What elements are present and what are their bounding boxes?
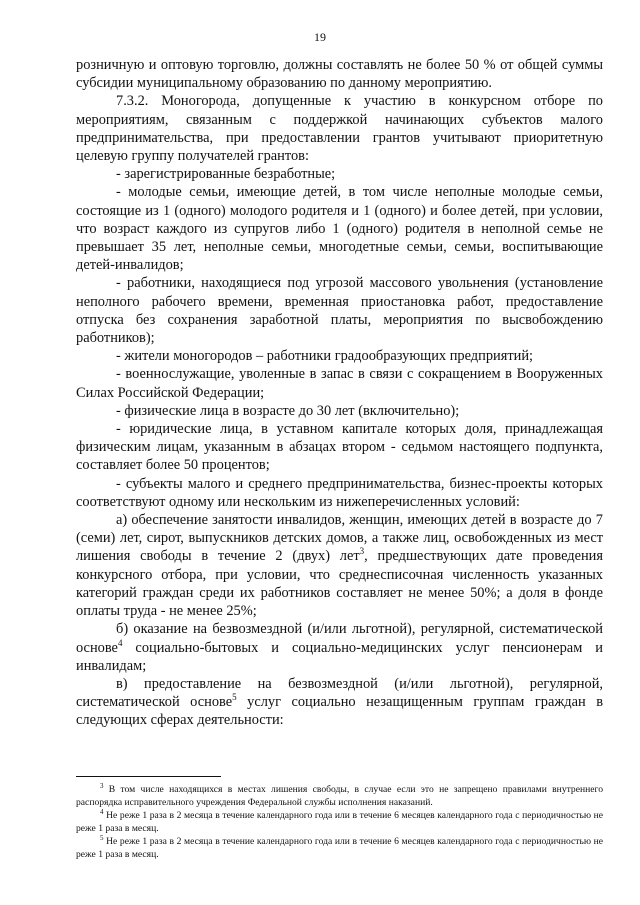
list-item-sme: - субъекты малого и среднего предпринимательства, бизнес-проекты которых соответствуют одному или нескольким из нижеперечисленных условий: [76,475,603,510]
list-item-workers-layoff: - работники, находящиеся под угрозой массового увольнения (установление неполного рабочего времени, временная приостановка работ, предоставление отпуска без сохранения заработной платы, мероприятия по высвобождению работников); [76,275,603,347]
footnote-ref-3: 3 [359,546,365,557]
footnote-divider [76,776,221,777]
footnote [76,781,603,809]
list-item-military: - военнослужащие, уволенные в запас в связи с сокращением в Вооруженных Силах Российской Федерации; [76,366,603,401]
sub-item-c: в) предоставление на безвозмездной (и/или льготной), регулярной, систематической основе$^5$ услуг социально незащищенным группам граждан в следующих сферах деятельности: [76,675,603,729]
footnote-ref-4: 4 [117,637,123,648]
footnote [76,836,603,861]
list-item-young-families: - молодые семьи, имеющие детей, в том числе неполные молодые семьи, состоящие из 1 (одного) молодого родителя и 1 (одного) и более детей, при условии, что возраст каждого из супругов либо 1 (одного) родителя в неполной семье не превышает 35 лет, неполные семьи, многодетные семьи, семьи, воспитывающие детей-инвалидов; [76,184,603,274]
footnote-ref-5: 5 [232,692,237,703]
list-item-unemployed: - зарегистрированные безработные; [116,166,336,183]
footnote [76,810,603,835]
paragraph-7-3-2: 7.3.2. Моногорода, допущенные к участию в конкурсном отборе по мероприятиям, связанным с поддержкой начинающих субъектов малого предпринимательства, при предоставлении грантов учитывают приоритетную целевую группу получателей грантов: [76,93,603,165]
footnote-mark: 3 [100,781,104,790]
sub-item-a: а) обеспечение занятости инвалидов, женщин, имеющих детей в возрасте до 7 (семи) лет, сирот, выпускников детских домов, а также лиц, освобожденных из мест лишения свободы в течение 2 (двух) лет$^3$, предшествующих дате проведения конкурсного отбора, при условии, что среднесписочная численность указанных категорий граждан среди их работников составляет не менее 50%; а доля в фонде оплаты труда - не менее 25%; [76,512,604,620]
footnote-text: Не реже 1 раза в 2 месяца в течение календарного года или в течение 6 месяцев календарного года с периодичностью не реже 1 раза в месяц. [76,836,603,860]
list-item-monotown-residents: - жители моногородов – работники градообразующих предприятий; [116,348,534,365]
list-item-youth: - физические лица в возрасте до 30 лет (включительно); [116,402,460,419]
footnote-text: Не реже 1 раза в 2 месяца в течение календарного года или в течение 6 месяцев календарного года с периодичностью не реже 1 раза в месяц. [76,810,603,834]
footnote-mark: 4 [100,808,104,816]
page-number: 19 [314,30,326,44]
footnote-text: В том числе находящихся в местах лишения свободы, в случае если это не запрещено правилами внутреннего распорядка исправительного учреждения Федеральной службы исполнения наказаний. [76,784,603,808]
sub-item-b: б) оказание на безвозмездной (и/или льготной), регулярной, систематической основе$^4$ социально-бытовых и социально-медицинских услуг пенсионерам и инвалидам; [76,621,603,674]
footnotes [76,781,603,863]
list-item-legal-entities: - юридические лица, в уставном капитале которых доля, принадлежащая физическим лицам, указанным в абзацах втором - седьмом настоящего подпункта, составляет более 50 процентов; [76,421,603,474]
paragraph-continuation: розничную и оптовую торговлю, должны составлять не более 50 % от общей суммы субсидии муниципальному образованию по данному мероприятию. [76,57,603,92]
body-text [76,56,603,730]
footnote-mark: 5 [100,834,104,843]
